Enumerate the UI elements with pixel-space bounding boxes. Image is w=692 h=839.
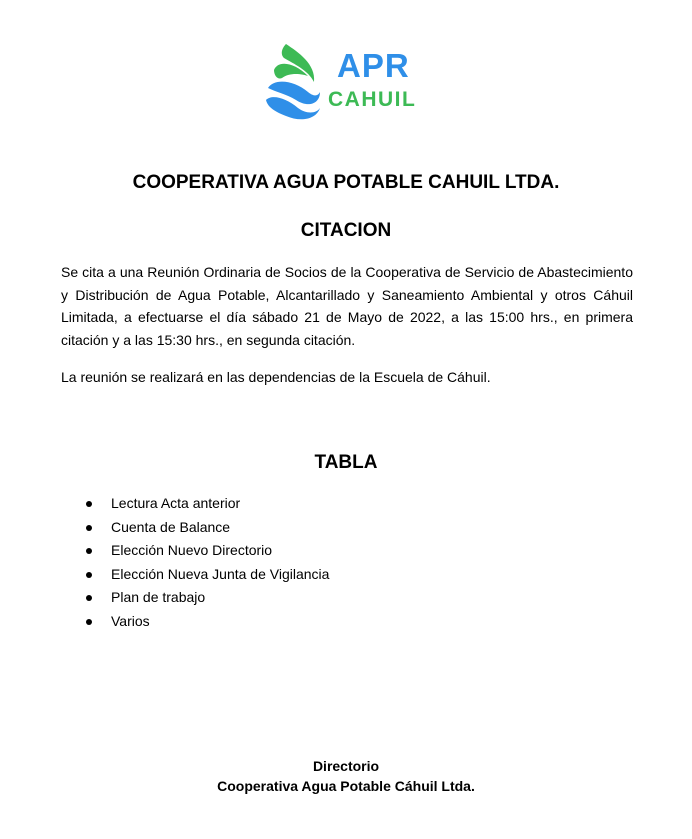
logo-wordmark-cahuil: CAHUIL <box>328 88 417 111</box>
citacion-heading: CITACION <box>300 220 392 241</box>
agenda-item-label: Varios <box>111 612 150 629</box>
agenda-item <box>86 492 329 516</box>
agenda-item <box>86 563 329 587</box>
bullet-icon <box>86 525 92 531</box>
bullet-icon <box>86 501 92 507</box>
agenda-item <box>86 610 329 634</box>
water-waves-icon <box>264 42 328 122</box>
bullet-icon <box>86 619 92 625</box>
tabla-heading: TABLA <box>314 452 378 473</box>
agenda-item-label: Plan de trabajo <box>111 589 206 605</box>
signature-cooperativa: Cooperativa Agua Potable Cáhuil Ltda. <box>217 778 475 794</box>
citacion-paragraph: Se cita a una Reunión Ordinaria de Socios de la Cooperativa de Servicio de Abastecimiento y Distribución de Agua Potable, Alcantarillado y Saneamiento Ambiental y otros Cáhuil Limitada, a efectuarse el día sábado 21 de Mayo de 2022, a las 15:00 hrs., en primera citación y a las 15:30 hrs., en segunda citación. <box>61 264 633 348</box>
bullet-icon <box>86 595 92 601</box>
logo-wordmark-apr: APR <box>337 47 410 84</box>
agenda-item-label: Elección Nuevo Directorio <box>111 542 273 558</box>
agenda-item <box>86 516 329 540</box>
agenda-item <box>86 539 329 563</box>
agenda-item-label: Elección Nueva Junta de Vigilancia <box>111 565 330 582</box>
location-paragraph: La reunión se realizará en las dependencias de la Escuela de Cáhuil. <box>61 369 491 385</box>
organization-title: COOPERATIVA AGUA POTABLE CAHUIL LTDA. <box>132 172 560 193</box>
agenda-item <box>86 586 329 610</box>
apr-cahuil-logo <box>264 42 434 122</box>
agenda-list <box>86 492 329 633</box>
signature-directorio: Directorio <box>312 758 380 774</box>
agenda-item-label: Cuenta de Balance <box>111 518 231 535</box>
bullet-icon <box>86 548 92 554</box>
agenda-item-label: Lectura Acta anterior <box>111 495 241 511</box>
bullet-icon <box>86 572 92 578</box>
